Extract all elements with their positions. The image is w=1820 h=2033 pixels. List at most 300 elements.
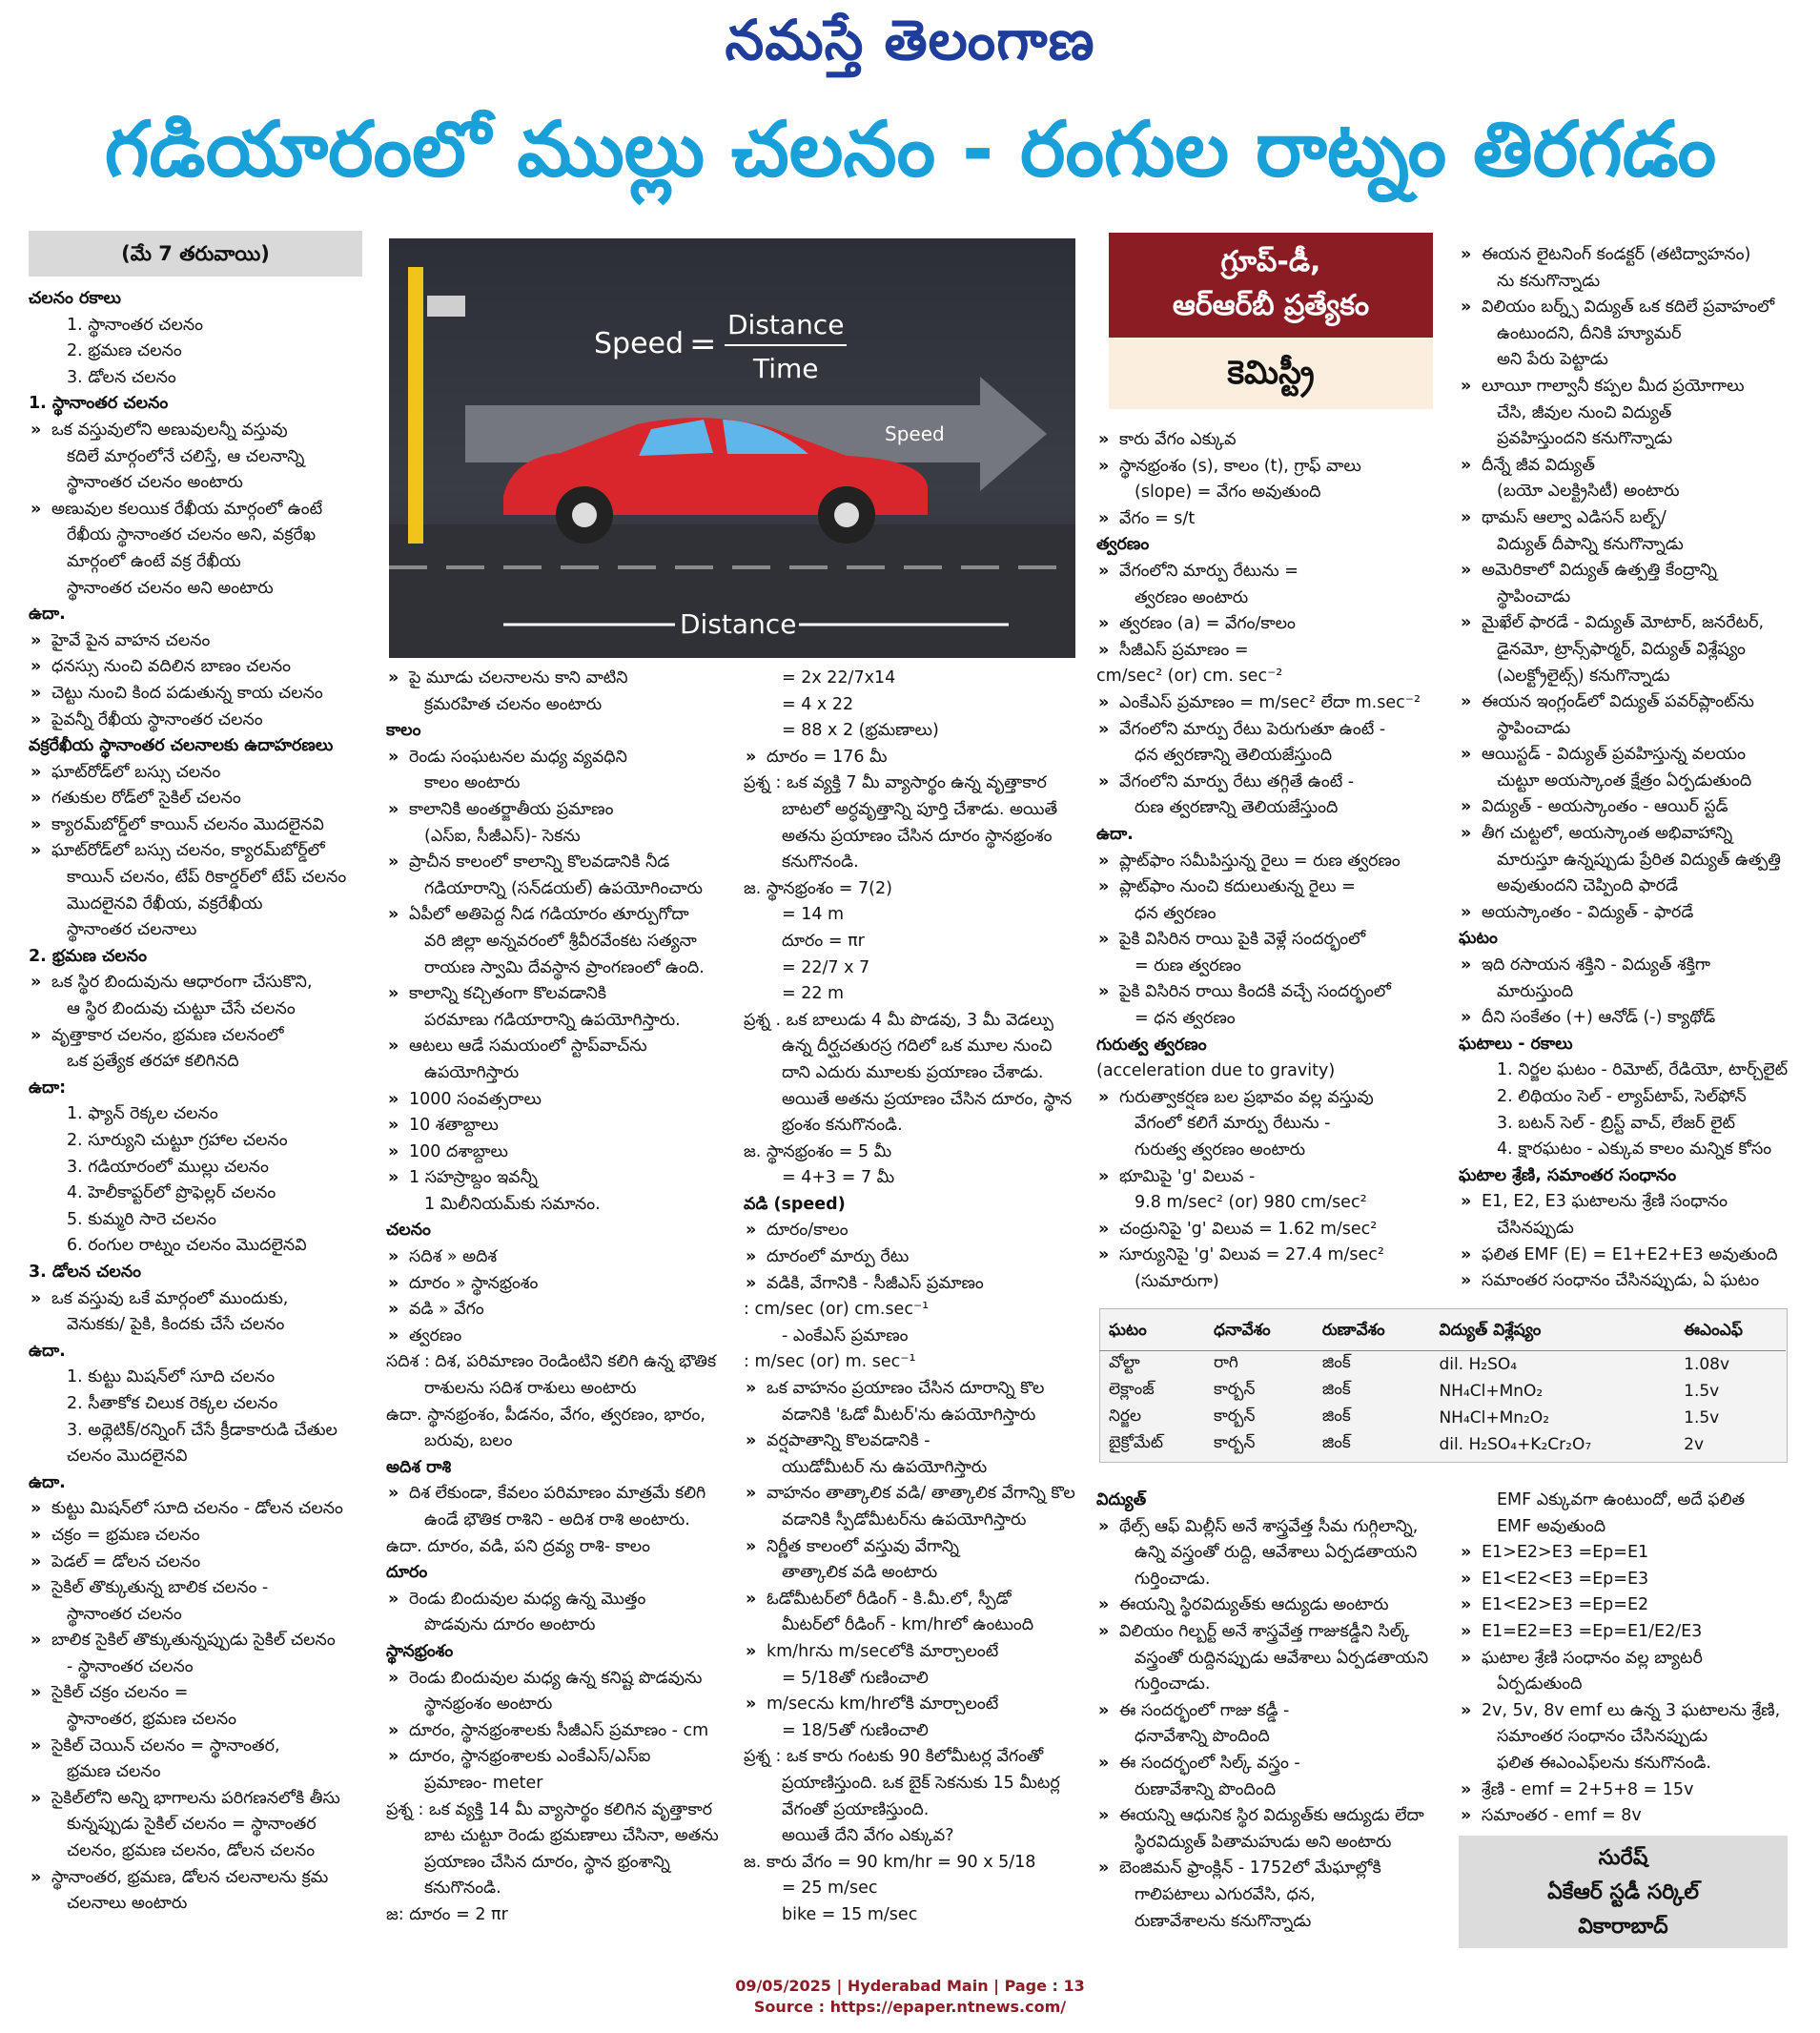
text-line: (slope) = వేగం అవుతుంది <box>1135 483 1321 503</box>
text-line: » అణువుల కలయిక రేఖీయ మార్గంలో ఉంటే <box>29 497 362 524</box>
text-line: 5. కుమ్మరి సారె చలనం <box>67 1209 216 1229</box>
text-line: 3. డోలన చలనం <box>67 367 176 387</box>
footer <box>0 1976 1820 2018</box>
table-row <box>1099 1378 1786 1405</box>
text-line: » దీన్నే జీవ విద్యుత్ <box>1459 453 1788 480</box>
text-line: త్వరణం అంటారు <box>1135 587 1249 607</box>
text-line: 1. ఫ్యాన్ రెక్కల చలనం <box>67 1104 218 1124</box>
text-line: స్థానాంతర, భ్రమణ చలనం <box>67 1710 237 1730</box>
text-line: » ప్లాట్‌ఫాం నుంచి కదులుతున్న రైలు = <box>1096 874 1435 901</box>
cell-table <box>1099 1314 1786 1458</box>
text-line: » వేగంలోని మార్పు రేటు తగ్గితే ఉంటే - <box>1096 770 1435 796</box>
text-line: 1 మిలీనియమ్‌కు సమానం. <box>424 1194 601 1214</box>
text-line: ఉండే భౌతిక రాశిని - అదిశ రాశి అంటారు. <box>424 1510 690 1530</box>
text-line: » E1, E2, E3 ఘటాలను శ్రేణి సంధానం <box>1459 1189 1788 1216</box>
text-line: » కాలానికి అంతర్జాతీయ ప్రమాణం <box>386 797 744 824</box>
text-line: » నిర్ణీత కాలంలో వస్తువు వేగాన్ని <box>744 1534 1075 1561</box>
table-cell: లెక్లాంజ్ <box>1109 1380 1155 1399</box>
table-cell: వోల్టా <box>1109 1353 1140 1372</box>
text-line: జ: దూరం = 2 πr <box>386 1904 508 1924</box>
text-line: EMF అవుతుంది <box>1497 1516 1606 1536</box>
table-body <box>1099 1351 1786 1459</box>
text-line: ప్రశ్న : ఒక వ్యక్తి 7 మీ వ్యాసార్థం ఉన్న వృత్తాకార <box>744 773 1047 793</box>
text-line: డైనమో, ట్రాన్స్‌ఫార్మర్, విద్యుత్ విశ్లేష్యం <box>1497 639 1746 659</box>
text-line: ఒక ప్రత్యేక తరహా కలిగినది <box>67 1052 239 1072</box>
text-line: స్థానాంతర చలనాలు <box>67 920 197 940</box>
text-line: (acceleration due to gravity) <box>1096 1061 1336 1081</box>
footer-date-line: 09/05/2025 | Hyderabad Main | Page : 13 <box>735 1977 1085 1995</box>
text-line: » ఈ సందర్భంలో గాజు కడ్డీ - <box>1096 1698 1435 1725</box>
text-line: కనుగొనండి. <box>782 852 859 873</box>
text-line: » వేగం = s/t <box>1096 506 1435 533</box>
table-row <box>1099 1351 1786 1379</box>
text-line: 2. సీతాకోక చిలుక రెక్కల చలనం <box>67 1393 278 1413</box>
headline: గడియారంలో ముల్లు చలనం - రంగుల రాట్నం తిరగడం <box>104 105 1717 194</box>
text-line: ఉదా. <box>29 605 66 625</box>
text-line: = 5/18తో గుణించాలి <box>782 1668 929 1688</box>
text-line: » క్యారమ్‌బోర్డ్‌లో కాయిన్ చలనం మొదలైనవి <box>29 812 362 839</box>
text-line: » పైవన్నీ రేఖీయ స్థానాంతర చలనం <box>29 708 362 734</box>
text-line: cm/sec² (or) cm. sec⁻² <box>1096 667 1283 687</box>
text-line: త్వరణం <box>1096 535 1150 555</box>
text-line: » దీని సంకేతం (+) ఆనోడ్ (-) క్యాథోడ్ <box>1459 1005 1788 1032</box>
text-line: » ఈయన ఇంగ్లండ్‌లో విద్యుత్ పవర్‌ప్లాంట్‌ను <box>1459 689 1788 716</box>
text-line: గుర్తించాడు. <box>1135 1569 1211 1589</box>
author-place: వికారాబాద్ <box>1578 1915 1668 1939</box>
text-line: » m/secను km/hrలోకి మార్చాలంటే <box>744 1692 1075 1718</box>
text-line: » రెండు బిందువుల మధ్య ఉన్న మొత్తం <box>386 1587 744 1613</box>
text-line: (సుమారుగా) <box>1135 1272 1219 1291</box>
text-line: 1. నిర్జల ఘటం - రిమోట్, రేడియో, టార్చ్‌లైట్ <box>1497 1060 1788 1080</box>
text-line: » సమాంతర సంధానం చేసినప్పుడు, ఏ ఘటం <box>1459 1268 1788 1295</box>
column-4-electricity <box>1096 1488 1435 1935</box>
text-line: దూరం = πr <box>782 931 865 951</box>
text-line: 2. భ్రమణ చలనం <box>67 341 182 361</box>
text-line: ప్రయాణం చేసిన దూరం, స్థాన భ్రంశాన్ని <box>424 1852 670 1872</box>
text-line: : m/sec (or) m. sec⁻¹ <box>744 1352 916 1372</box>
table-cell: జింక్ <box>1321 1407 1351 1426</box>
section-title-line1: గ్రూప్-డీ, <box>1220 245 1321 278</box>
text-line: బాట చుట్టూ రెండు భ్రమణాలు చేసినా, అతను <box>424 1826 719 1846</box>
text-line: » 10 శతాబ్దాలు <box>386 1113 744 1140</box>
text-line: » సైకిల్ చెయిన్ చలనం = స్థానాంతర, <box>29 1734 362 1760</box>
text-line: » E1<E2<E3 =Ep=E3 <box>1459 1567 1788 1593</box>
text-line: ఘటాల శ్రేణి, సమాంతర సంధానం <box>1459 1165 1677 1185</box>
text-line: » త్వరణం <box>386 1324 744 1350</box>
text-line: కాయిన్ చలనం, టేప్ రికార్డర్‌లో టేప్ చలనం <box>67 868 347 888</box>
distance-label: Distance <box>727 309 845 340</box>
text-line: » 1000 సంవత్సరాలు <box>386 1087 744 1114</box>
text-line: = 4+3 = 7 మీ <box>782 1168 895 1188</box>
text-line: » E1<E2>E3 =Ep=E2 <box>1459 1592 1788 1619</box>
text-line: » శ్రేణి - emf = 2+5+8 = 15v <box>1459 1777 1788 1804</box>
text-line: అతను ప్రయాణం చేసిన దూరం స్థానభ్రంశం <box>782 826 1053 846</box>
text-line: » చంద్రునిపై 'g' విలువ = 1.62 m/sec² <box>1096 1217 1435 1243</box>
text-line: » E1=E2=E3 =Ep=E1/E2/E3 <box>1459 1619 1788 1646</box>
author-name: సురేష్ <box>1598 1846 1648 1870</box>
text-line: » భూమిపై 'g' విలువ - <box>1096 1164 1435 1191</box>
text-line: » 100 దశాబ్దాలు <box>386 1140 744 1166</box>
text-line: » ఈయన లైటనింగ్ కండక్టర్ (తటిద్వాహనం) <box>1459 242 1788 269</box>
text-line: బరువు, బలం <box>424 1431 513 1451</box>
text-line: కాలం <box>386 721 421 741</box>
text-line: స్థానాంతర చలనం అని అంటారు <box>67 578 274 598</box>
text-line: » దూరంలో మార్పు రేటు <box>744 1244 1075 1271</box>
text-line: (బయో ఎలక్ట్రిసిటీ) అంటారు <box>1497 482 1680 502</box>
text-line: రాశులను సదిశ రాశులు అంటారు <box>424 1379 637 1399</box>
text-line: ఉన్న దీర్ఘచతురస్ర గదిలో ఒక మూల నుంచి <box>782 1037 1053 1057</box>
text-line: » దూరం, స్థానభ్రంశాలకు సీజీఎస్ ప్రమాణం - cm <box>386 1718 744 1745</box>
text-line: సమాంతర సంధానం చేసినప్పుడు <box>1497 1727 1708 1747</box>
text-line: ఘటం <box>1459 929 1498 949</box>
table-cell: 1.5v <box>1684 1382 1720 1401</box>
text-line: స్థాపించాడు <box>1497 586 1571 606</box>
text-line: » దూరం » స్థానభ్రంశం <box>386 1271 744 1298</box>
text-line: దూరం <box>386 1563 428 1583</box>
text-line: ఉదా. స్థానభ్రంశం, పీడనం, వేగం, త్వరణం, భారం, <box>386 1405 706 1425</box>
column-1 <box>29 231 362 1918</box>
text-line: » దిశ లేకుండా, కేవలం పరిమాణం మాత్రమే కలిగి <box>386 1481 744 1508</box>
table-cell: NH₄Cl+MnO₂ <box>1439 1382 1544 1401</box>
text-line: » బాలిక సైకిల్ తొక్కుతున్నప్పుడు సైకిల్ చలనం <box>29 1628 362 1654</box>
text-line: మారుస్తూ ఉన్నప్పుడు ప్రేరిత విద్యుత్ ఉత్పత్తి <box>1497 850 1781 870</box>
text-line: 9.8 m/sec² (or) 980 cm/sec² <box>1135 1193 1367 1213</box>
text-line: ప్రశ్న : ఒక వ్యక్తి 14 మీ వ్యాసార్థం కలిగిన వృత్తాకార <box>386 1799 713 1819</box>
text-line: వడి (speed) <box>744 1194 846 1214</box>
table-cell: NH₄Cl+Mn₂O₂ <box>1439 1408 1550 1427</box>
text-line: అయితే అతను ప్రయాణం చేసిన దూరం, స్థాన <box>782 1089 1073 1109</box>
column-4 <box>1096 427 1435 1296</box>
text-line: స్థాపించాడు <box>1497 718 1571 738</box>
text-line: రేఖీయ స్థానాంతర చలనం అని, వక్రరేఖ <box>67 525 317 545</box>
text-line: స్థానాంతర చలనం <box>67 1604 182 1624</box>
text-line: » వేగంలోని మార్పు రేటు పెరుగుతూ ఉంటే - <box>1096 717 1435 744</box>
text-line: గురుత్వ త్వరణం <box>1096 1035 1207 1055</box>
text-line: ఉదా. <box>1096 824 1134 844</box>
table-cell: కార్బన్ <box>1213 1380 1256 1399</box>
column-1-body <box>29 286 362 1918</box>
text-line: భ్రమణ చలనం <box>67 1762 161 1782</box>
text-line: » ఘాట్‌రోడ్‌లో బస్సు చలనం <box>29 760 362 787</box>
table-header-cell: ధనావేశం <box>1204 1314 1313 1351</box>
text-line: 3. గడియారంలో ముల్లు చలనం <box>67 1157 269 1177</box>
text-line: » సూర్యునిపై 'g' విలువ = 27.4 m/sec² <box>1096 1242 1435 1269</box>
text-line: స్థానాంతర చలనం అంటారు <box>67 473 243 493</box>
text-line: » ఒక వస్తువు ఒకే మార్గంలో ముందుకు, <box>29 1286 362 1313</box>
text-line: bike = 15 m/sec <box>782 1904 918 1924</box>
text-line: మారుస్తుంది <box>1497 981 1574 1001</box>
text-line: » ఒక వాహనం ప్రయాణం చేసిన దూరాన్ని కొల <box>744 1376 1075 1403</box>
text-line: = 22 m <box>782 984 845 1004</box>
text-line: తాత్కాలిక వడి అంటారు <box>782 1563 938 1583</box>
text-line: ఉదా. <box>29 1341 66 1361</box>
text-line: » సైకిల్ చక్రం చలనం = <box>29 1680 362 1707</box>
text-line: ఉంటుందని, దీనికి హ్యూమర్ <box>1497 323 1682 343</box>
text-line: ధన త్వరణాన్ని తెలియజేస్తుంది <box>1135 746 1333 766</box>
text-line: అవుతుందని చెప్పింది ఫారడే <box>1497 876 1679 896</box>
text-line: రాయణ స్వామి దేవస్థాన ప్రాంగణంలో ఉంది. <box>424 957 705 977</box>
continuation-banner: (మే 7 తరువాయి) <box>29 231 362 277</box>
text-line: » ఈయన్ని స్థిరవిద్యుత్‌కు ఆద్యుడు అంటారు <box>1096 1592 1435 1619</box>
table-header-cell: రుణావేశం <box>1313 1314 1430 1351</box>
text-line: » విలియం బర్న్స్ విద్యుత్ ఒక కదిలే ప్రవాహంలో <box>1459 295 1788 321</box>
text-line: » ఘటాల శ్రేణి సంధానం వల్ల బ్యాటరీ <box>1459 1646 1788 1673</box>
text-line: బాటలో అర్ధవృత్తాన్ని పూర్తి చేశాడు. అయితే <box>782 799 1058 819</box>
text-line: 2. భ్రమణ చలనం <box>29 946 147 966</box>
text-line: » విద్యుత్ - అయస్కాంతం - ఆయిర్ స్టడ్ <box>1459 794 1788 821</box>
text-line: 4. క్షారఘటం - ఎక్కువ కాలం మన్నిక కోసం <box>1497 1140 1772 1160</box>
equals-sign: = <box>689 325 717 363</box>
author-box <box>1459 1836 1788 1948</box>
table-cell: కార్బన్ <box>1213 1433 1256 1452</box>
text-line: రుణ త్వరణాన్ని తెలియజేస్తుంది <box>1135 798 1339 818</box>
table-cell: dil. H₂SO₄+K₂Cr₂O₇ <box>1439 1435 1592 1454</box>
text-line: = ధన త్వరణం <box>1135 1009 1236 1029</box>
text-line: » స్థానభ్రంశం (s), కాలం (t), గ్రాఫ్ వాలు <box>1096 454 1435 481</box>
text-line: పొడవును దూరం అంటారు <box>424 1615 596 1635</box>
table-cell: రాగి <box>1213 1353 1238 1372</box>
text-line: కనుగొనండి. <box>424 1879 501 1899</box>
text-line: » లూయీ గాల్వానీ కప్పల మీద ప్రయోగాలు <box>1459 374 1788 400</box>
text-line: వెనుకకు/ పైకి, కిందకు చేసే చలనం <box>67 1315 285 1335</box>
text-line: గురుత్వ త్వరణం అంటారు <box>1135 1140 1306 1160</box>
text-line: ప్రమాణం- meter <box>424 1773 543 1793</box>
text-line: ఆ స్థిర బిందువు చుట్టూ చేసే చలనం <box>67 999 296 1019</box>
text-line: (ఎలక్ట్రోలైట్స్) కనుగొన్నాడు <box>1497 666 1670 686</box>
text-line: రుణావేశాలను కనుగొన్నాడు <box>1135 1911 1312 1931</box>
author-org: ఏకేఆర్ స్టడీ సర్కిల్ <box>1547 1880 1699 1904</box>
text-line: క్రమరహిత చలనం అంటారు <box>424 694 603 714</box>
text-line: 2. సూర్యుని చుట్టూ గ్రహాల చలనం <box>67 1131 288 1150</box>
text-line: విద్యుత్ దీపాన్ని కనుగొన్నాడు <box>1497 534 1684 554</box>
text-line: విద్యుత్ <box>1096 1490 1147 1509</box>
text-line: మీటర్‌లో రీడింగ్ - km/hrలో ఉంటుంది <box>782 1615 1034 1635</box>
text-line: సదిశ : దిశ, పరిమాణం రెండింటిని కలిగి ఉన్న భౌతిక <box>386 1352 717 1372</box>
text-line: = రుణ త్వరణం <box>1135 955 1241 975</box>
section-title-line2: ఆర్ఆర్‌బీ ప్రత్యేకం <box>1172 289 1370 322</box>
text-line: » అమెరికాలో విద్యుత్ ఉత్పత్తి కేంద్రాన్ని <box>1459 558 1788 585</box>
text-line: ఉపయోగిస్తారు <box>424 1062 520 1082</box>
text-line: 3. బటన్ సెల్ - బ్రిస్ట్ వాచ్, లేజర్ లైట్ <box>1497 1113 1736 1133</box>
text-line: కదిలే మార్గంలోనే చలిస్తే, ఆ చలనాన్ని <box>67 446 305 466</box>
text-line: - స్థానాంతర చలనం <box>67 1656 194 1676</box>
text-line: (ఎస్ఐ, సీజీఎస్)- సెకను <box>424 826 581 846</box>
table-cell: జింక్ <box>1321 1433 1351 1452</box>
text-line: ధన త్వరణం <box>1135 903 1217 923</box>
text-line: 1. స్థానాంతర చలనం <box>29 394 169 414</box>
speed-figure <box>389 238 1075 658</box>
table-cell: జింక్ <box>1321 1353 1351 1372</box>
text-line: స్థిరవిద్యుత్ పితామహుడు అని అంటారు <box>1135 1832 1392 1852</box>
table-cell: dil. H₂SO₄ <box>1439 1355 1518 1374</box>
text-line: 1. స్థానాంతర చలనం <box>67 315 204 335</box>
text-line: ఉన్ని వస్త్రంతో రుద్ది, ఆవేశాలు ఏర్పడతాయని <box>1135 1543 1418 1563</box>
text-line: » 1 సహస్రాబ్దం ఇవన్నీ <box>386 1165 744 1192</box>
text-line: ప్రశ్న . ఒక బాలుడు 4 మీ పొడవు, 3 మీ వెడల్పు <box>744 1010 1054 1030</box>
text-line: వక్రరేఖీయ స్థానాంతర చలనాలకు ఉదాహరణలు <box>29 736 334 756</box>
text-line: » పై మూడు చలనాలను కాని వాటిని <box>386 666 744 692</box>
text-line: 6. రంగుల రాట్నం చలనం మొదలైనవి <box>67 1236 307 1256</box>
text-line: భ్రంశం కనుగొనండి. <box>782 1116 903 1136</box>
masthead: నమస్తే తెలంగాణ <box>725 8 1095 72</box>
text-line: » ఫలిత EMF (E) = E1+E2+E3 అవుతుంది <box>1459 1242 1788 1269</box>
text-line: చలనం మొదలైనవి <box>67 1447 188 1467</box>
text-line: » ప్లాట్‌ఫాం సమీపిస్తున్న రైలు = రుణ త్వరణం <box>1096 849 1435 875</box>
text-line: » చెట్టు నుంచి కింద పడుతున్న కాయ చలనం <box>29 681 362 708</box>
text-line: = 25 m/sec <box>782 1879 878 1899</box>
text-line: » ధనస్సు నుంచి వదిలిన బాణం చలనం <box>29 654 362 681</box>
text-line: » కాలాన్ని కచ్చితంగా కొలవడానికి <box>386 981 744 1008</box>
text-line: చలనం, భ్రమణ చలనం, డోలన చలనం <box>67 1841 316 1861</box>
text-line: గడియారాన్ని (సన్‌డయల్) ఉపయోగించారు <box>424 878 703 898</box>
text-line: » ఆయిస్టడ్ - విద్యుత్ ప్రవహిస్తున్న వలయం <box>1459 742 1788 769</box>
text-line: ప్రశ్న : ఒక కారు గంటకు 90 కిలోమీటర్ల వేగంతో <box>744 1747 1044 1767</box>
text-line: యుడోమీటర్ ను ఉపయోగిస్తారు <box>782 1457 988 1477</box>
text-line: » సైకిల్‌లోని అన్ని భాగాలను పరిగణనలోకి తీసు <box>29 1786 362 1813</box>
column-5 <box>1459 242 1788 1295</box>
text-line: » వృత్తాకార చలనం, భ్రమణ చలనంలో <box>29 1023 362 1050</box>
text-line: » ఘాట్‌రోడ్‌లో బస్సు చలనం, క్యారమ్‌బోర్డ్‌లో <box>29 838 362 865</box>
text-line: స్థానభ్రంశం <box>386 1641 454 1661</box>
text-line: » E1>E2>E3 =Ep=E1 <box>1459 1540 1788 1567</box>
text-line: చలనాలు అంటారు <box>67 1894 188 1914</box>
text-line: » రెండు బిందువుల మధ్య ఉన్న కనిష్ట పొడవును <box>386 1666 744 1693</box>
text-line: » పైకి విసిరిన రాయి పైకి వెళ్లే సందర్భంలో <box>1096 927 1435 954</box>
text-line: గుర్తించాడు. <box>1135 1674 1211 1694</box>
text-line: » ఒక స్థిర బిందువును ఆధారంగా చేసుకొని, <box>29 970 362 996</box>
text-line: అని పేరు పెట్టాడు <box>1497 350 1608 370</box>
text-line: చలనం రకాలు <box>29 289 121 308</box>
road-distance-label: Distance <box>680 608 797 640</box>
column-5-bottom <box>1459 1488 1788 1830</box>
text-line: చేసినప్పుడు <box>1497 1218 1574 1238</box>
text-line: స్థానభ్రంశం అంటారు <box>424 1694 553 1715</box>
text-line: » దూరం, స్థానభ్రంశాలకు ఎంకేఎస్/ఎస్ఐ <box>386 1744 744 1771</box>
footer-source-line: Source : https://epaper.ntnews.com/ <box>753 1998 1067 2016</box>
text-line: చేసి, జీవుల నుంచి విద్యుత్ <box>1497 402 1672 422</box>
column-2 <box>386 666 744 1929</box>
text-line: » ఇది రసాయన శక్తిని - విద్యుత్ శక్తిగా <box>1459 953 1788 979</box>
text-line: » ప్రాచీన కాలంలో కాలాన్ని కొలవడానికి నీడ <box>386 850 744 876</box>
table-cell: కార్బన్ <box>1213 1407 1256 1426</box>
text-line: » పైకి విసిరిన రాయి కిందకి వచ్చే సందర్భంలో <box>1096 979 1435 1006</box>
text-line: » km/hrను m/secలోకి మార్చాలంటే <box>744 1639 1075 1666</box>
text-line: » అయస్కాంతం - విద్యుత్ - ఫారడే <box>1459 900 1788 927</box>
text-line: అదిశ రాశి <box>386 1457 452 1477</box>
text-line: జ. స్థానభ్రంశం = 5 మీ <box>744 1141 892 1161</box>
text-line: కాలం అంటారు <box>424 773 521 793</box>
table-row <box>1099 1405 1786 1431</box>
arrow-speed-label: Speed <box>885 422 945 445</box>
table-header-cell: ఈఎంఎఫ్ <box>1674 1314 1786 1351</box>
text-line: ఉదా: <box>29 1078 67 1098</box>
text-line: » బెంజిమన్ ఫ్రాంక్లిన్ - 1752లో మేఘాల్లోకి <box>1096 1856 1435 1882</box>
text-line: » సీజీఎస్ ప్రమాణం = <box>1096 638 1435 665</box>
text-line: గాలిపటాలు ఎగురవేసి, ధన, <box>1135 1884 1316 1904</box>
text-line: » సైకిల్ తొక్కుతున్న బాలిక చలనం - <box>29 1575 362 1602</box>
text-line: = 22/7 x 7 <box>782 957 870 977</box>
text-line: ఉదా. దూరం, వడి, పని ద్రవ్య రాశి- కాలం <box>386 1536 651 1556</box>
table-cell: నిర్జల <box>1109 1407 1142 1426</box>
text-line: » సదిశ » అదిశ <box>386 1244 744 1271</box>
text-line: వడానికి 'ఓడో మీటర్'ను ఉపయోగిస్తారు <box>782 1405 1036 1425</box>
time-label: Time <box>753 353 819 384</box>
text-line: » థేల్స్ ఆఫ్ మిల్లీస్ అనే శాస్త్రవేత్త సీమ గుగ్గిలాన్ని, <box>1096 1514 1435 1541</box>
table-header-cell: విద్యుత్ విశ్లేష్యం <box>1429 1314 1674 1351</box>
text-line: » ఈ సందర్భంలో సిల్క్ వస్త్రం - <box>1096 1751 1435 1777</box>
text-line: » ఏపీలో అతిపెద్ద నీడ గడియారం తూర్పుగోదా <box>386 902 744 929</box>
text-line: ఉదా. <box>29 1472 66 1492</box>
text-line: » త్వరణం (a) = వేగం/కాలం <box>1096 611 1435 638</box>
text-line: » వేగంలోని మార్పు రేటును = <box>1096 559 1435 585</box>
text-line: » వడికి, వేగానికి - సీజీఎస్ ప్రమాణం <box>744 1271 1075 1298</box>
text-line: » గురుత్వాకర్షణ బల ప్రభావం వల్ల వస్తువు <box>1096 1085 1435 1112</box>
text-line: 1. కుట్టు మిషన్‌లో సూది చలనం <box>67 1367 276 1387</box>
table-header-row <box>1099 1314 1786 1351</box>
text-line: ప్రయాణిస్తుంది. ఒక బైక్ సెకనుకు 15 మీటర్ల <box>782 1773 1060 1793</box>
text-line: » ఈయన్ని ఆధునిక స్థిర విద్యుత్‌కు ఆద్యుడు లేదా <box>1096 1803 1435 1830</box>
text-line: » తీగ చుట్టలో, అయస్కాంత అభివాహాన్ని <box>1459 821 1788 848</box>
text-line: » గతుకుల రోడ్‌లో సైకిల్ చలనం <box>29 786 362 812</box>
text-line: » వడి » వేగం <box>386 1297 744 1324</box>
text-line: » చక్రం = భ్రమణ చలనం <box>29 1523 362 1550</box>
text-line: » మైఖేల్ ఫారడే - విద్యుత్ మోటార్, జనరేటర్, <box>1459 610 1788 637</box>
text-line: ధనావేశాన్ని పొందింది <box>1135 1727 1270 1747</box>
table-cell: బైక్రోమేట్ <box>1109 1433 1163 1452</box>
text-line: » కారు వేగం ఎక్కువ <box>1096 427 1435 454</box>
text-line: » వర్షపాతాన్ని కొలవడానికి - <box>744 1428 1075 1455</box>
text-line: పరమాణు గడియారాన్ని ఉపయోగిస్తారు. <box>424 1010 681 1030</box>
text-line: : cm/sec (or) cm.sec⁻¹ <box>744 1300 930 1320</box>
text-line: » ఒక వస్తువులోని అణువులన్నీ వస్తువు <box>29 418 362 444</box>
text-line: వేగంలో కలిగే మార్పు రేటును - <box>1135 1114 1331 1134</box>
speed-label: Speed <box>594 327 685 360</box>
text-line: » స్థానాంతర, భ్రమణ, డోలన చలనాలను క్రమ <box>29 1865 362 1892</box>
text-line: జ. కారు వేగం = 90 km/hr = 90 x 5/18 <box>744 1852 1036 1872</box>
text-line: » దూరం = 176 మీ <box>744 745 1075 771</box>
table-cell: 1.5v <box>1684 1408 1720 1427</box>
text-line: » ఆటలు ఆడే సమయంలో స్టాప్‌వాచ్‌ను <box>386 1034 744 1060</box>
text-line: ఫలిత ఈఎంఎఫ్‌లను కనుగొనండి. <box>1497 1753 1711 1773</box>
text-line: దాని ఎదురు మూలకు ప్రయాణం చేశాడు. <box>782 1062 1044 1082</box>
text-line: » వాహనం తాత్కాలిక వడి/ తాత్కాలిక వేగాన్ని కొల <box>744 1481 1075 1508</box>
text-line: = 14 m <box>782 905 845 925</box>
text-line: = 4 x 22 <box>782 694 854 714</box>
text-line: 4. హెలీకాప్టర్‌లో ప్రొఫెల్లర్ చలనం <box>67 1183 276 1203</box>
text-line: » థామస్ ఆల్వా ఎడిసన్ బల్బ్/ <box>1459 505 1788 532</box>
text-line: జ. స్థానభ్రంశం = 7(2) <box>744 878 892 898</box>
table-cell: 2v <box>1684 1435 1705 1454</box>
text-line: 3. డోలన చలనం <box>29 1262 141 1282</box>
text-line: 2. లిథియం సెల్ - ల్యాప్‌టాప్, సెల్‌ఫోన్ <box>1497 1087 1747 1106</box>
text-line: వేగంతో ప్రయాణిస్తుంది. <box>782 1799 930 1819</box>
text-line: » ఎంకేఎస్ ప్రమాణం = m/sec² లేదా m.sec⁻² <box>1096 690 1435 717</box>
text-line: » హైవే పైన వాహన చలనం <box>29 628 362 655</box>
text-line: » విలియం గిల్బర్ట్ అనే శాస్త్రవేత్త గాజుకడ్డీని సిల్క్ <box>1096 1619 1435 1646</box>
text-line: 3. అథ్లెటిక్/రన్నింగ్ చేసే క్రీడాకారుడి చేతుల <box>67 1420 337 1440</box>
subject-label: కెమిస్ట్రీ <box>1109 338 1433 409</box>
table-header-cell: ఘటం <box>1099 1314 1204 1351</box>
text-line: » 2v, 5v, 8v emf లు ఉన్న 3 ఘటాలను శ్రేణి, <box>1459 1698 1788 1725</box>
text-line: వడానికి స్పీడోమీటర్‌ను ఉపయోగిస్తారు <box>782 1510 1027 1530</box>
text-line: EMF ఎక్కువగా ఉంటుందో, అదే ఫలిత <box>1497 1490 1746 1509</box>
text-line: రుణావేశాన్ని పొందింది <box>1135 1779 1277 1799</box>
text-line: ఏర్పడుతుంది <box>1497 1674 1583 1694</box>
text-line: » సమాంతర - emf = 8v <box>1459 1803 1788 1830</box>
text-line: చలనం <box>386 1221 431 1241</box>
text-line: » కుట్టు మిషన్‌లో సూది చలనం - డోలన చలనం <box>29 1496 362 1523</box>
text-line: » ఓడోమీటర్‌లో రీడింగ్ - కి.మీ.లో, స్పీడో <box>744 1587 1075 1613</box>
